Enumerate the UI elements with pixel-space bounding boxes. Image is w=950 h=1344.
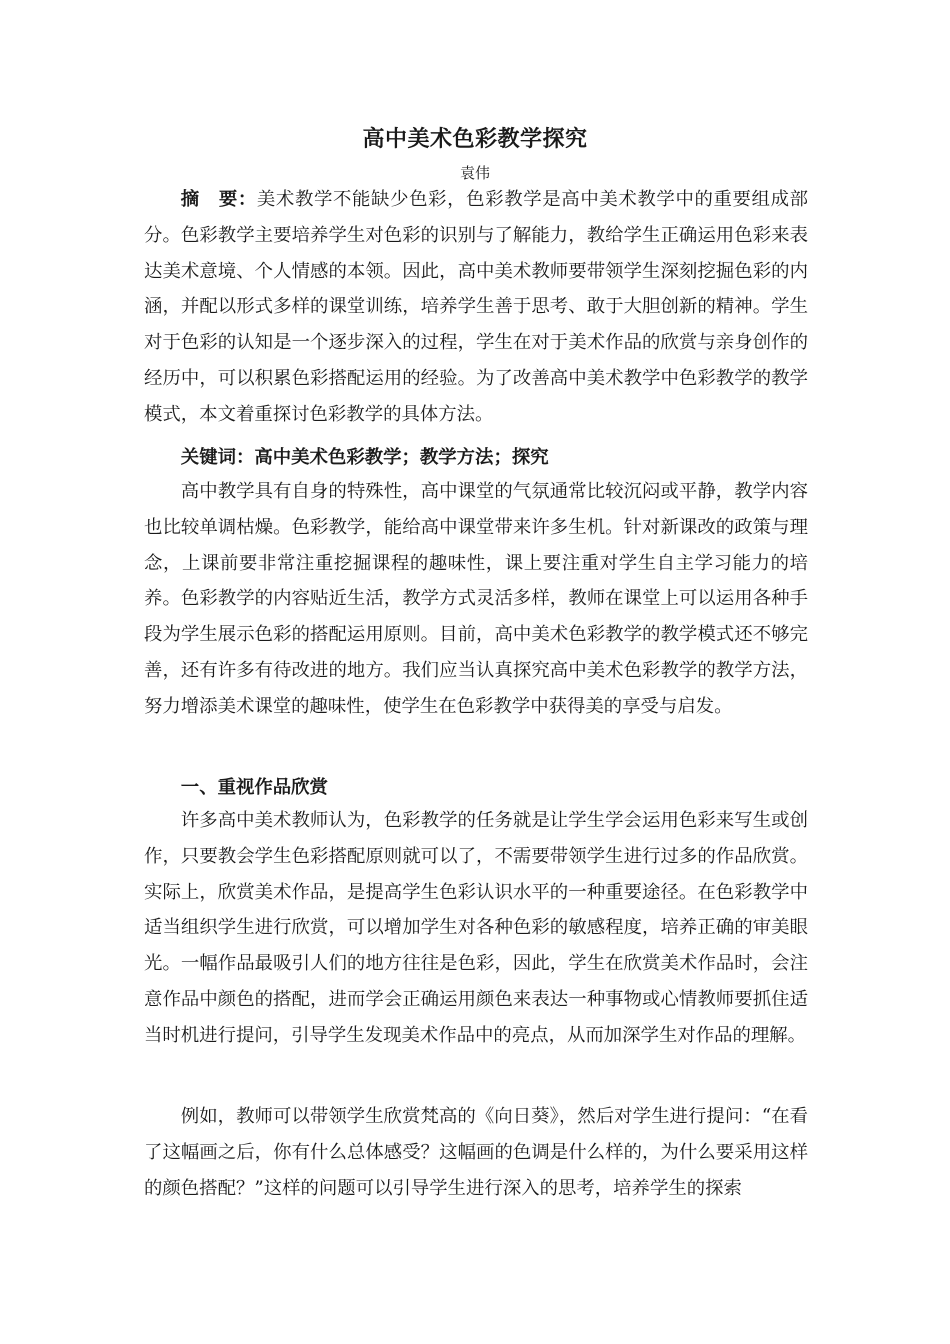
- abstract-text: 美术教学不能缺少色彩，色彩教学是高中美术教学中的重要组成部分。色彩教学主要培养学生对色彩的识别与了解能力，教给学生正确运用色彩来表达美术意境、个人情感的本领。因此，高中美术教师要带领学生深刻挖掘色彩的内涵，并配以形式多样的课堂训练，培养学生善于思考、敢于大胆创新的精神。学生对于色彩的认知是一个逐步深入的过程，学生在对于美术作品的欣赏与亲身创作的经历中，可以积累色彩搭配运用的经验。为了改善高中美术教学中色彩教学的教学模式，本文着重探讨色彩教学的具体方法。: [144, 189, 808, 425]
- paragraph-text: 例如，教师可以带领学生欣赏梵高的《向日葵》，然后对学生进行提问：“在看了这幅画之后，你有什么总体感受？这幅画的色调是什么样的，为什么要采用这样的颜色搭配？”这样的问题可以引导学生进行深入的思考，培养学生的探索: [144, 1106, 808, 1199]
- abstract-block: [144, 182, 808, 433]
- keywords-line: 关键词：高中美术色彩教学；教学方法；探究: [180, 447, 549, 468]
- section-heading: [144, 770, 808, 806]
- abstract-label: 摘 要：: [180, 189, 257, 210]
- intro-block: [144, 474, 808, 725]
- intro-paragraph: 高中教学具有自身的特殊性，高中课堂的气氛通常比较沉闷或平静，教学内容也比较单调枯燥。色彩教学，能给高中课堂带来许多生机。针对新课改的政策与理念，上课前要非常注重挖掘课程的趣味性，课上要注重对学生自主学习能力的培养。色彩教学的内容贴近生活，教学方式灵活多样，教师在课堂上可以运用各种手段为学生展示色彩的搭配运用原则。目前，高中美术色彩教学的教学模式还不够完善，还有许多有待改进的地方。我们应当认真探究高中美术色彩教学的教学方法，努力增添美术课堂的趣味性，使学生在色彩教学中获得美的享受与启发。: [144, 481, 808, 717]
- section-heading-text: 一、重视作品欣赏: [180, 777, 328, 798]
- author-name: 袁伟: [459, 164, 490, 182]
- paragraph-text: 许多高中美术教师认为，色彩教学的任务就是让学生学会运用色彩来写生或创作，只要教会学生色彩搭配原则就可以了，不需要带领学生进行过多的作品欣赏。实际上，欣赏美术作品，是提高学生色彩认识水平的一种重要途径。在色彩教学中适当组织学生进行欣赏，可以增加学生对各种色彩的敏感程度，培养正确的审美眼光。一幅作品最吸引人们的地方往往是色彩，因此，学生在欣赏美术作品时，会注意作品中颜色的搭配，进而学会正确运用颜色来表达一种事物或心情教师要抓住适当时机进行提问，引导学生发现美术作品中的亮点，从而加深学生对作品的理解。: [144, 810, 808, 1046]
- section-paragraph-1: [144, 803, 808, 1054]
- abstract-paragraph: [144, 182, 808, 433]
- document-title: 高中美术色彩教学探究: [362, 126, 588, 152]
- section-paragraph-2: [144, 1099, 808, 1206]
- keywords-block: [144, 440, 808, 476]
